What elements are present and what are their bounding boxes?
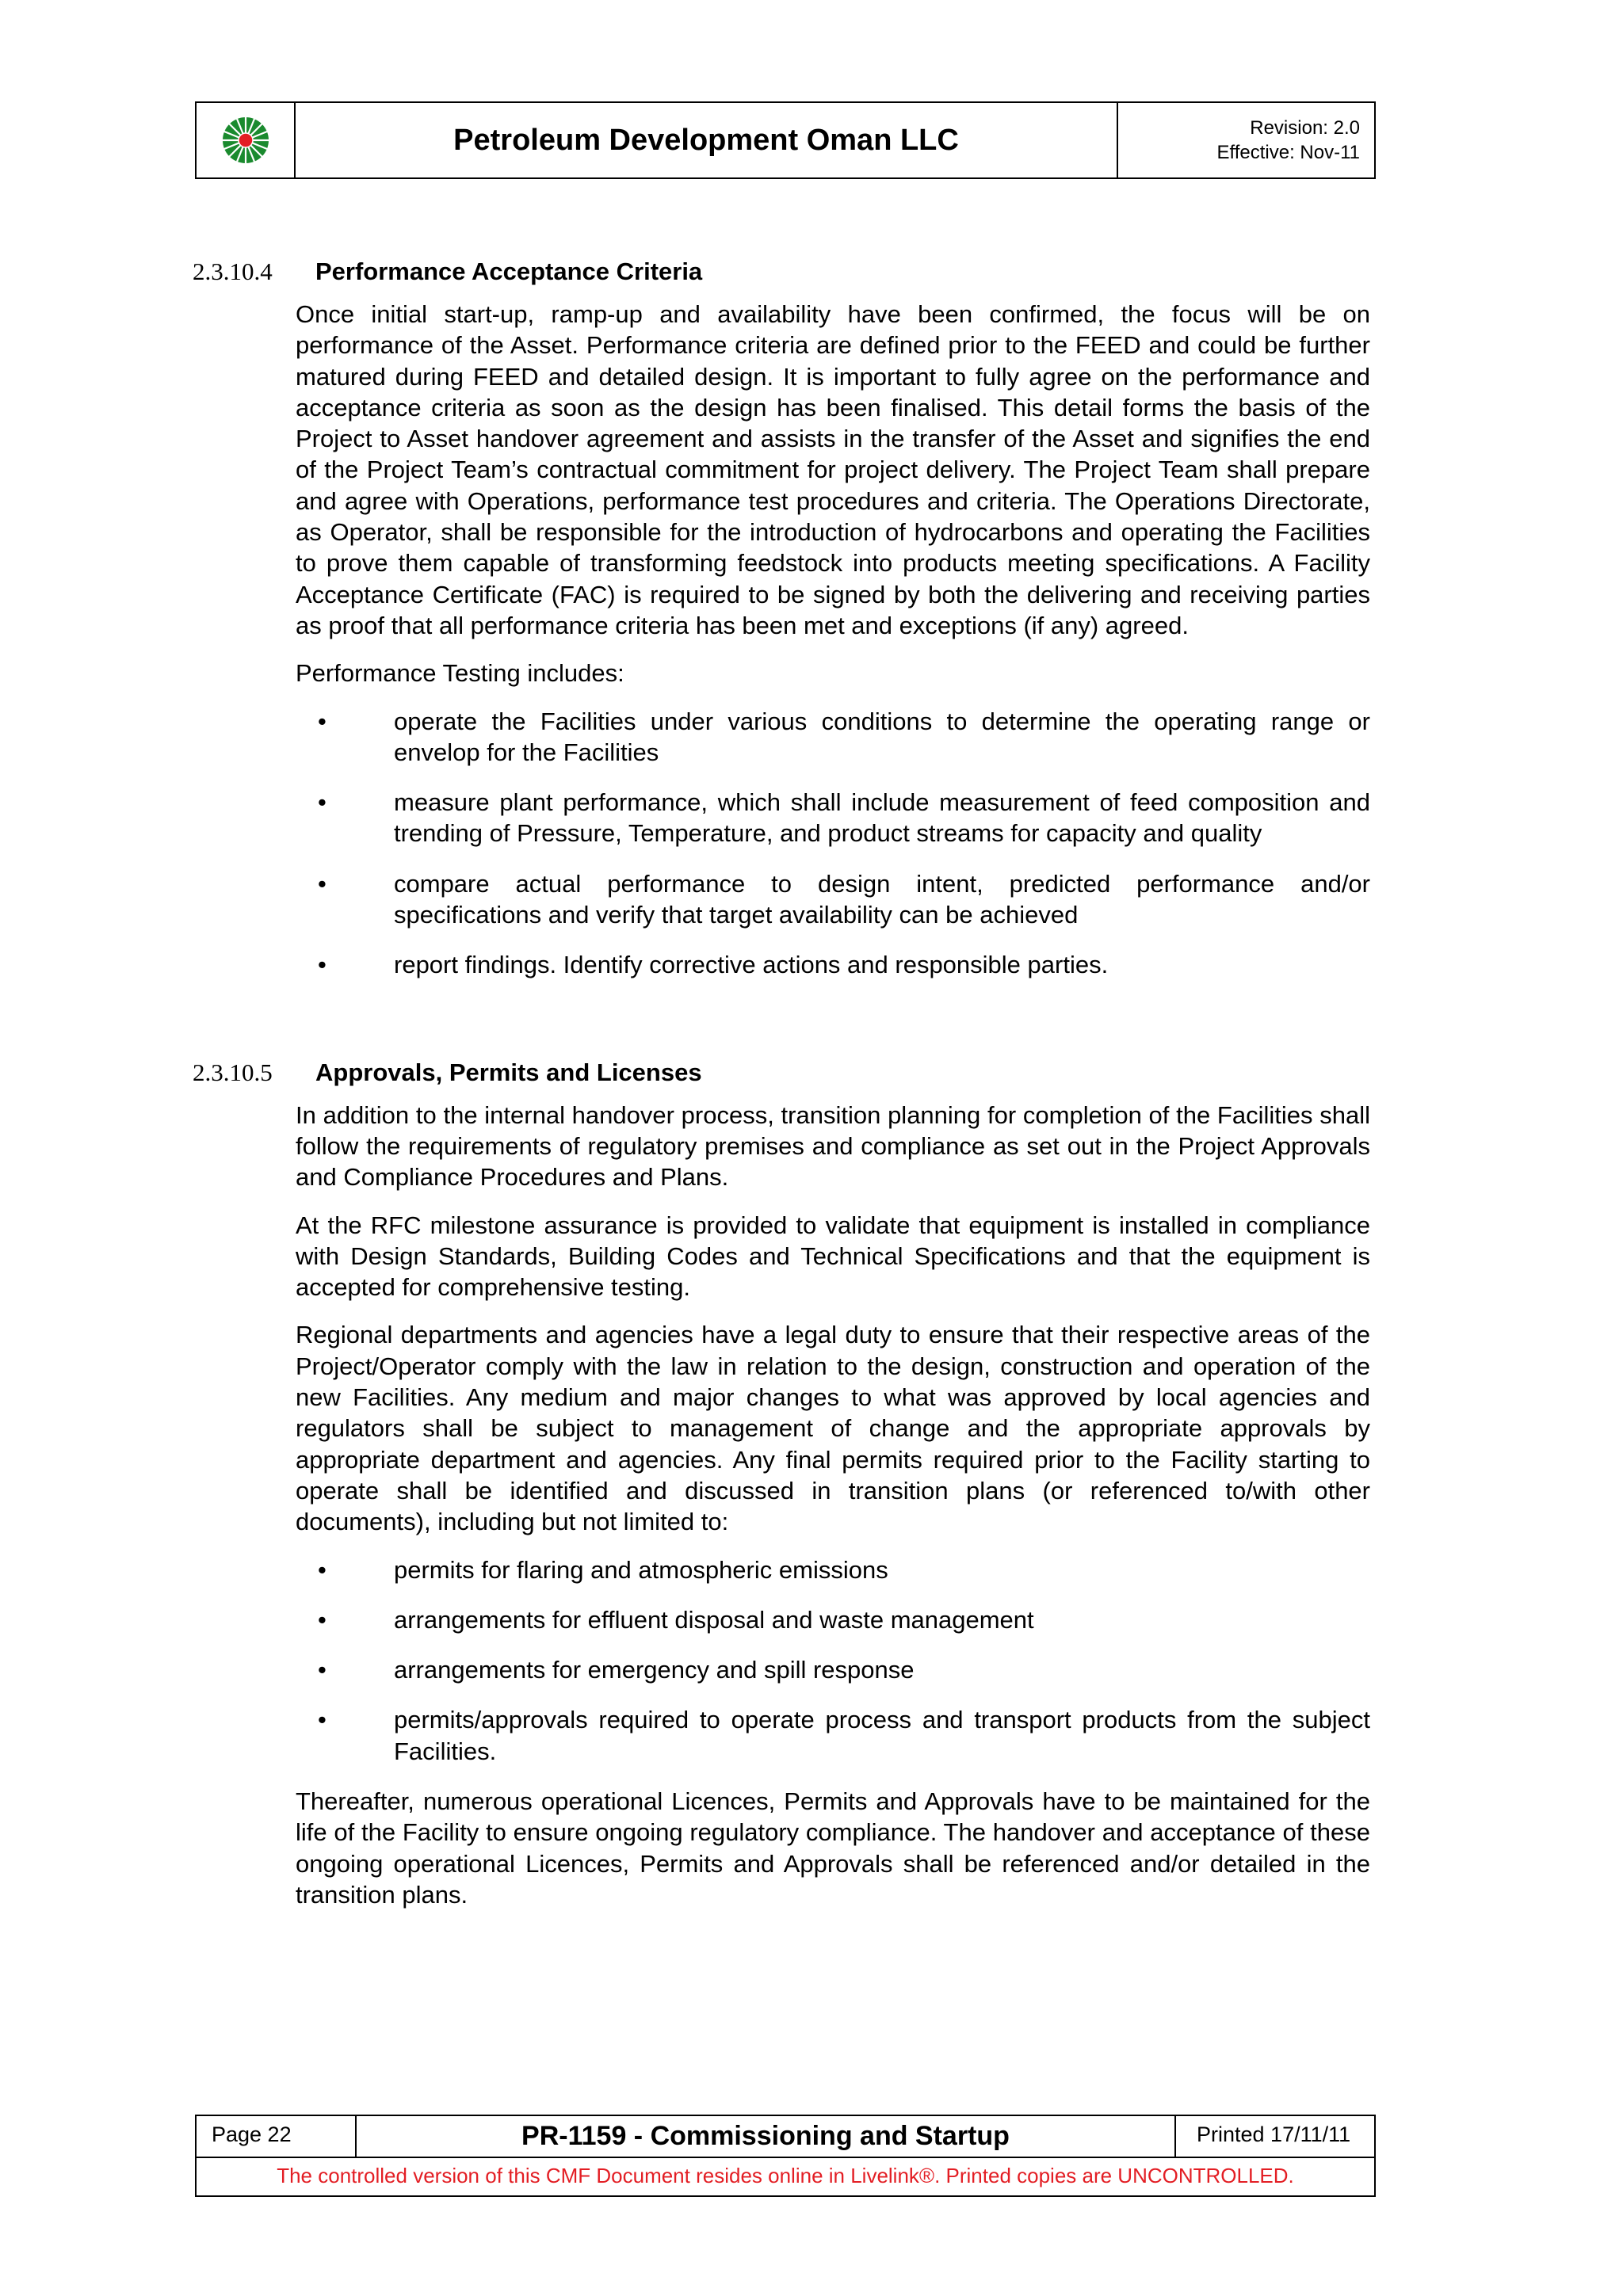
bullet-icon: • [318, 788, 327, 817]
list-item: • report findings. Identify corrective actions and responsible parties. [296, 949, 1370, 980]
paragraph: Thereafter, numerous operational Licences, Permits and Approvals have to be maintained for the life of the Facility to ensure ongoing regulatory compliance. The handover and acceptance of these ongoing operational Licences, Permits and Approvals shall be referenced and/or detailed in the transition plans. [296, 1787, 1370, 1909]
bullet-icon: • [318, 951, 327, 979]
pdo-logo-icon [221, 116, 270, 165]
paragraph: Regional departments and agencies have a legal duty to ensure that their respective areas of the Project/Operator comply with the law in relation to the design, construction and operation of the new Facilities. Any medium and major changes to what was approved by local agencies and regulators shall be subject to management of change and the appropriate approvals by appropriate department and agencies. Any final permits required prior to the Facility starting to operate shall be identified and discussed in transition plans (or referenced to/with other documents), including but not limited to: [296, 1321, 1370, 1536]
bullet-icon: • [318, 869, 327, 898]
controlled-copy-notice: The controlled version of this CMF Document resides online in Livelink®. Printed copies are UNCONTROLLED. [277, 2164, 1294, 2187]
section-heading [193, 1058, 1370, 1100]
section-2-3-10-4 [193, 257, 1370, 981]
section-number: 2.3.10.4 [193, 257, 273, 285]
document-title: PR-1159 - Commissioning and Startup [357, 2116, 1176, 2157]
effective-date: Effective: Nov-11 [1216, 142, 1360, 163]
section-heading [193, 257, 1370, 299]
section-number: 2.3.10.5 [193, 1058, 273, 1086]
page-header [195, 101, 1376, 179]
bullet-list [296, 706, 1370, 981]
page-footer [195, 2115, 1376, 2197]
section-title: Performance Acceptance Criteria [315, 257, 703, 285]
paragraph: At the RFC milestone assurance is provided to validate that equipment is installed in compliance with Design Standards, Building Codes and Technical Specifications and that the equipment is accepted for comprehensive testing. [296, 1211, 1370, 1302]
bullet-icon: • [318, 1555, 327, 1584]
printed-date: Printed 17/11/11 [1197, 2122, 1351, 2146]
bullet-icon: • [318, 1656, 327, 1684]
revision-text: Revision: 2.0 [1250, 117, 1360, 139]
bullet-icon: • [318, 707, 327, 735]
section-2-3-10-5 [193, 1058, 1370, 1911]
bullet-icon: • [318, 1605, 327, 1634]
revision-block [1118, 103, 1374, 177]
logo-cell [197, 103, 296, 177]
bullet-list [296, 1554, 1370, 1767]
bullet-icon: • [318, 1706, 327, 1734]
list-item: • arrangements for effluent disposal and waste management [296, 1604, 1370, 1635]
list-item: • measure plant performance, which shall include measurement of feed composition and trending of Pressure, Temperature, and product streams for capacity and quality [296, 787, 1370, 849]
page-number: Page 22 [197, 2116, 357, 2157]
section-title: Approvals, Permits and Licenses [315, 1058, 702, 1086]
document-body [193, 257, 1370, 1927]
list-item: • compare actual performance to design intent, predicted performance and/or specifications and verify that target availability can be achieved [296, 868, 1370, 931]
paragraph: Performance Testing includes: [296, 659, 624, 688]
list-item: • permits/approvals required to operate process and transport products from the subject Facilities. [296, 1704, 1370, 1767]
paragraph: In addition to the internal handover process, transition planning for completion of the Facilities shall follow the requirements of regulatory premises and compliance as set out in the Project Approvals and Compliance Procedures and Plans. [296, 1100, 1370, 1192]
paragraph: Once initial start-up, ramp-up and availability have been confirmed, the focus will be on performance of the Asset. Performance criteria are defined prior to the FEED and could be further matured during FEED and detailed design. It is important to fully agree on the performance and acceptance criteria as soon as the design has been finalised. This detail forms the basis of the Project to Asset handover agreement and assists in the transfer of the Asset and signifies the end of the Project Team’s contractual commitment for project delivery. The Project Team shall prepare and agree with Operations, performance test procedures and criteria. The Operations Directorate, as Operator, shall be responsible for the introduction of hydrocarbons and operating the Facilities to prove them capable of transforming feedstock into products meeting specifications. A Facility Acceptance Certificate (FAC) is required to be signed by both the delivering and receiving parties as proof that all performance criteria has been met and exceptions (if any) agreed. [296, 300, 1370, 639]
list-item: • arrangements for emergency and spill response [296, 1654, 1370, 1685]
list-item: • operate the Facilities under various conditions to determine the operating range or envelop for the Facilities [296, 706, 1370, 769]
list-item: • permits for flaring and atmospheric emissions [296, 1554, 1370, 1585]
company-name: Petroleum Development Oman LLC [296, 103, 1118, 177]
